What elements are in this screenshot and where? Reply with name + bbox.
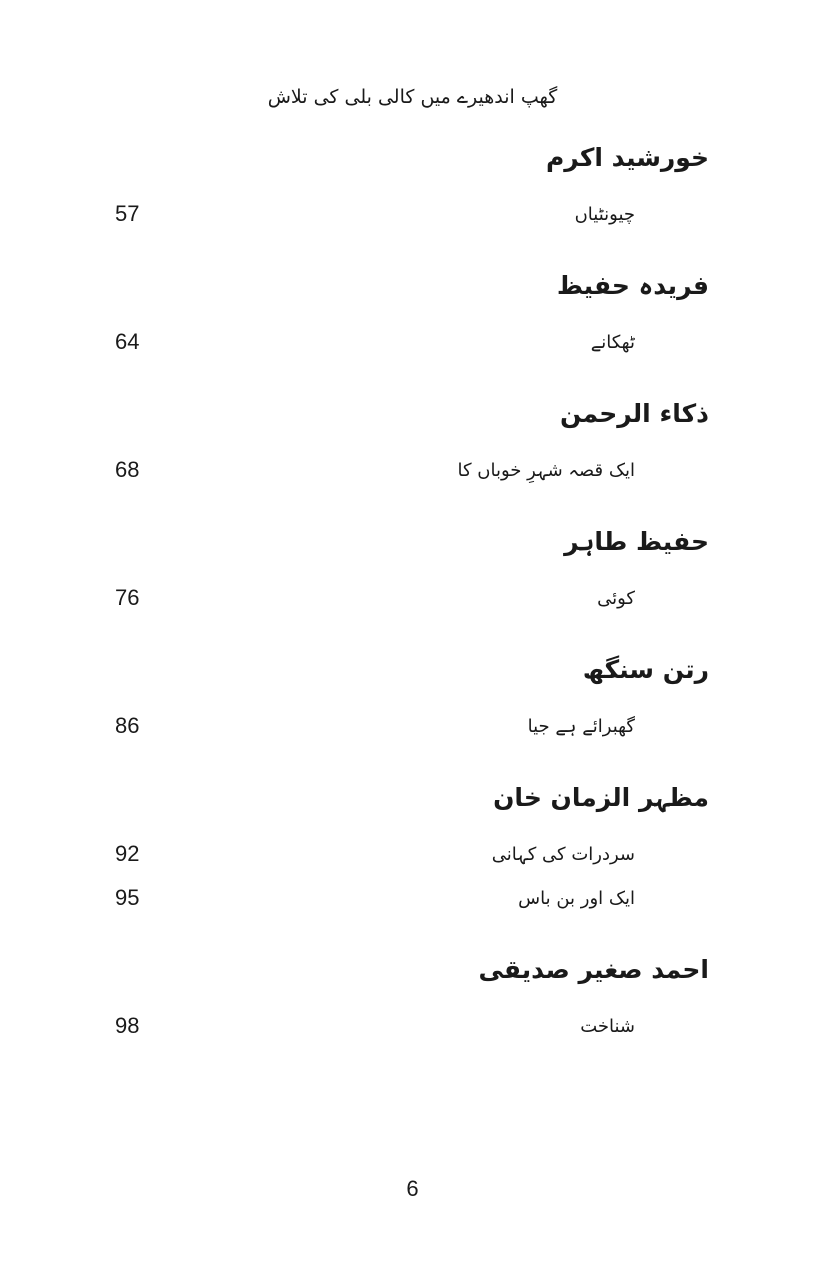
author-name: خورشید اکرم <box>545 143 709 172</box>
story-page-number: 64 <box>115 329 140 354</box>
story-title: کوئی <box>597 588 635 609</box>
story-title: ایک قصہ شہرِ خوباں کا <box>457 460 635 481</box>
story-title: شناخت <box>580 1016 635 1037</box>
story-page-number: 86 <box>115 713 140 738</box>
story-page-number: 76 <box>115 585 140 610</box>
story-page-number: 92 <box>115 841 140 866</box>
story-page-number: 95 <box>115 885 140 910</box>
running-header-title: گھپ اندھیرے میں کالی بلی کی تلاش <box>267 86 558 108</box>
story-page-number: 98 <box>115 1013 140 1038</box>
author-name: فریدہ حفیظ <box>556 271 709 300</box>
footer-page-number: 6 <box>406 1176 419 1201</box>
story-title: ٹھکانے <box>590 332 635 353</box>
story-title: چیونٹیاں <box>574 204 635 225</box>
story-page-number: 68 <box>115 457 140 482</box>
author-name: مظہر الزمان خان <box>493 783 709 812</box>
story-title: ایک اور بن باس <box>518 888 635 909</box>
story-title: گھبرائے ہے جیا <box>527 716 635 737</box>
author-name: احمد صغیر صدیقی <box>478 955 709 984</box>
story-title: سردرات کی کہانی <box>491 844 635 865</box>
author-name: حفیظ طاہر <box>564 527 709 556</box>
author-name: رتن سنگھ <box>582 655 709 684</box>
story-page-number: 57 <box>115 201 140 226</box>
author-name: ذکاء الرحمن <box>559 399 709 428</box>
